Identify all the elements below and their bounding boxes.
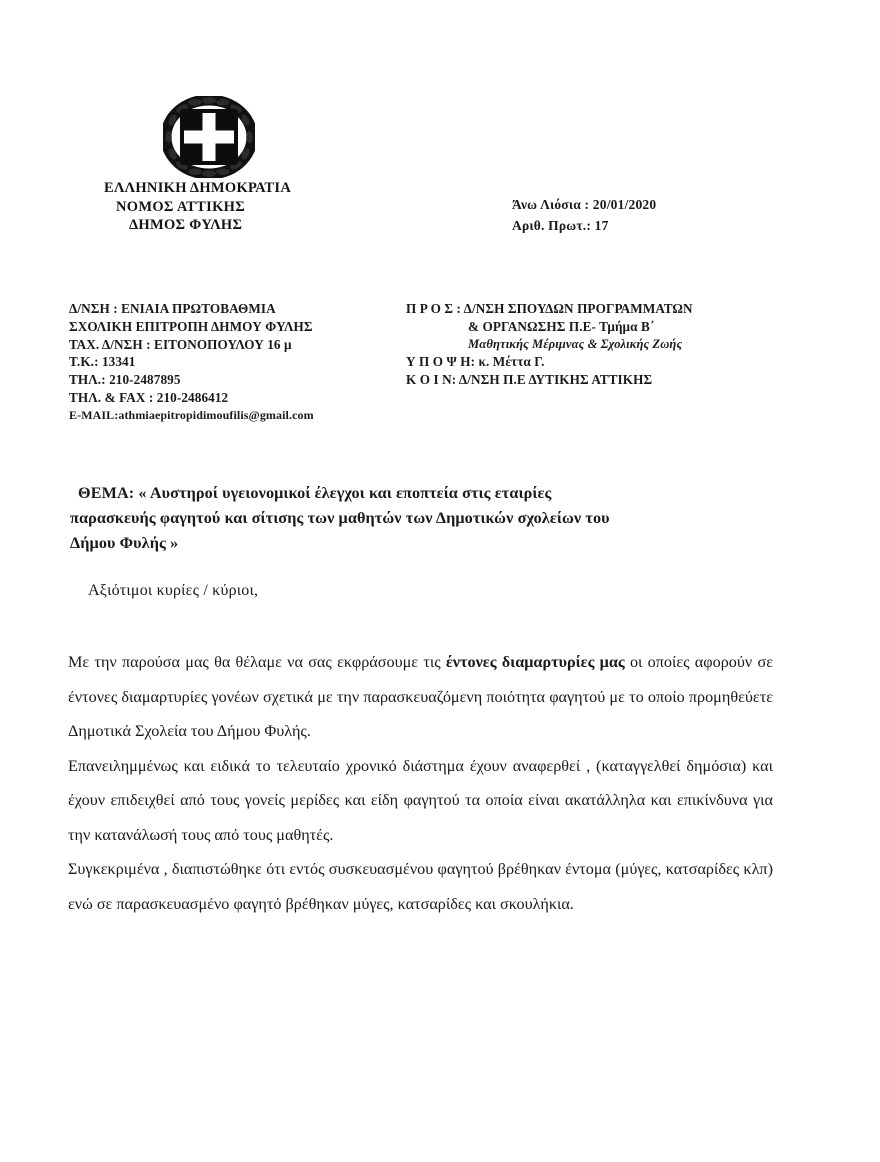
recipient-subdepartment-line: Μαθητικής Μέριμνας & Σχολικής Ζωής [468,336,683,351]
sender-directorate: Δ/ΝΣΗ : ΕΝΙΑΙΑ ΠΡΩΤΟΒΑΘΜΙΑ [69,301,276,316]
recipient-department-line: & ΟΡΓΑΝΩΣΗΣ Π.Ε- Τμήμα Β΄ [468,318,655,334]
authority-line-prefecture: ΝΟΜΟΣ ΑΤΤΙΚΗΣ [116,198,246,215]
sender-postal-code: Τ.Κ.: 13341 [69,354,136,370]
subject-block [70,481,770,556]
sender-phone-fax: ΤΗΛ. & FAX : 210-2486412 [69,389,229,405]
subject-line-3: Δήμου Φυλής » [70,534,179,552]
place-and-date: Άνω Λιόσια : 20/01/2020 [512,197,657,212]
recipient-block [406,300,806,389]
sender-street-address: ΤΑΧ. Δ/ΝΣΗ : ΕΙΤΟΝΟΠΟΥΛΟΥ 16 μ [69,336,292,352]
para1-text-before: Με την παρούσα μας θα θέλαμε να σας εκφράσουμε τις [68,653,446,671]
sender-email: E-MAIL:athmiaepitropidimoufilis@gmail.com [69,407,314,422]
authority-line-republic: ΕΛΛΗΝΙΚΗ ΔΗΜΟΚΡΑΤΙΑ [104,180,292,196]
sender-committee: ΣΧΟΛΙΚΗ ΕΠΙΤΡΟΠΗ ΔΗΜΟΥ ΦΥΛΗΣ [69,318,313,334]
recipient-attention-line: Υ Π Ο Ψ Η: κ. Μέττα Γ. [406,354,545,370]
date-protocol-block [512,194,656,236]
authority-heading [68,179,398,235]
protocol-number: Αριθ. Πρωτ.: 17 [512,218,609,233]
para1-text-after: οι οποίες αφορούν σε έντονες διαμαρτυρίες γονέων σχετικά με την παρασκευαζόμενη ποιότητα φαγητού με το οποίο προμηθεύετε Δημοτικά Σχολεία του Δήμου Φυλής. [68,653,774,740]
subject-line-2: παρασκευής φαγητού και σίτισης των μαθητών των Δημοτικών σχολείων του [70,509,610,527]
authority-line-municipality: ΔΗΜΟΣ ΦΥΛΗΣ [129,217,243,233]
sender-phone: ΤΗΛ.: 210-2487895 [69,372,181,388]
subject-line-1: ΘΕΜΑ: « Αυστηροί υγειονομικοί έλεγχοι και εποπτεία στις εταιρίες [78,484,552,502]
body-text [68,645,773,921]
para1-emphasis: έντονες διαμαρτυρίες μας [445,653,625,671]
body-paragraph-2: Επανειλημμένως και ειδικά το τελευταίο χρονικό διάστημα έχουν αναφερθεί , (καταγγελθεί δημόσια) και έχουν επιδειχθεί από τους γονείς μερίδες και είδη φαγητού τα οποία είναι ακατάλληλα και επικίνδυνα για την κατανάλωσή τους από τους μαθητές. [68,756,773,844]
body-paragraph-1 [68,645,773,749]
greek-coat-of-arms-icon [163,96,255,178]
body-paragraph-3: Συγκεκριμένα , διαπιστώθηκε ότι εντός συσκευασμένου φαγητού βρέθηκαν έντομα (μύγες, κατσαρίδες κλπ) ενώ σε παρασκευασμένο φαγητό βρέθηκαν μύγες, κατσαρίδες και σκουλήκια. [68,860,773,913]
sender-address-block [69,300,409,425]
recipient-cc-line: Κ Ο Ι Ν: Δ/ΝΣΗ Π.Ε ΔΥΤΙΚΗΣ ΑΤΤΙΚΗΣ [406,372,653,388]
salutation: Αξιότιμοι κυρίες / κύριοι, [88,582,259,599]
recipient-to-line: Π Ρ Ο Σ : Δ/ΝΣΗ ΣΠΟΥΔΩΝ ΠΡΟΓΡΑΜΜΑΤΩΝ [406,301,693,316]
